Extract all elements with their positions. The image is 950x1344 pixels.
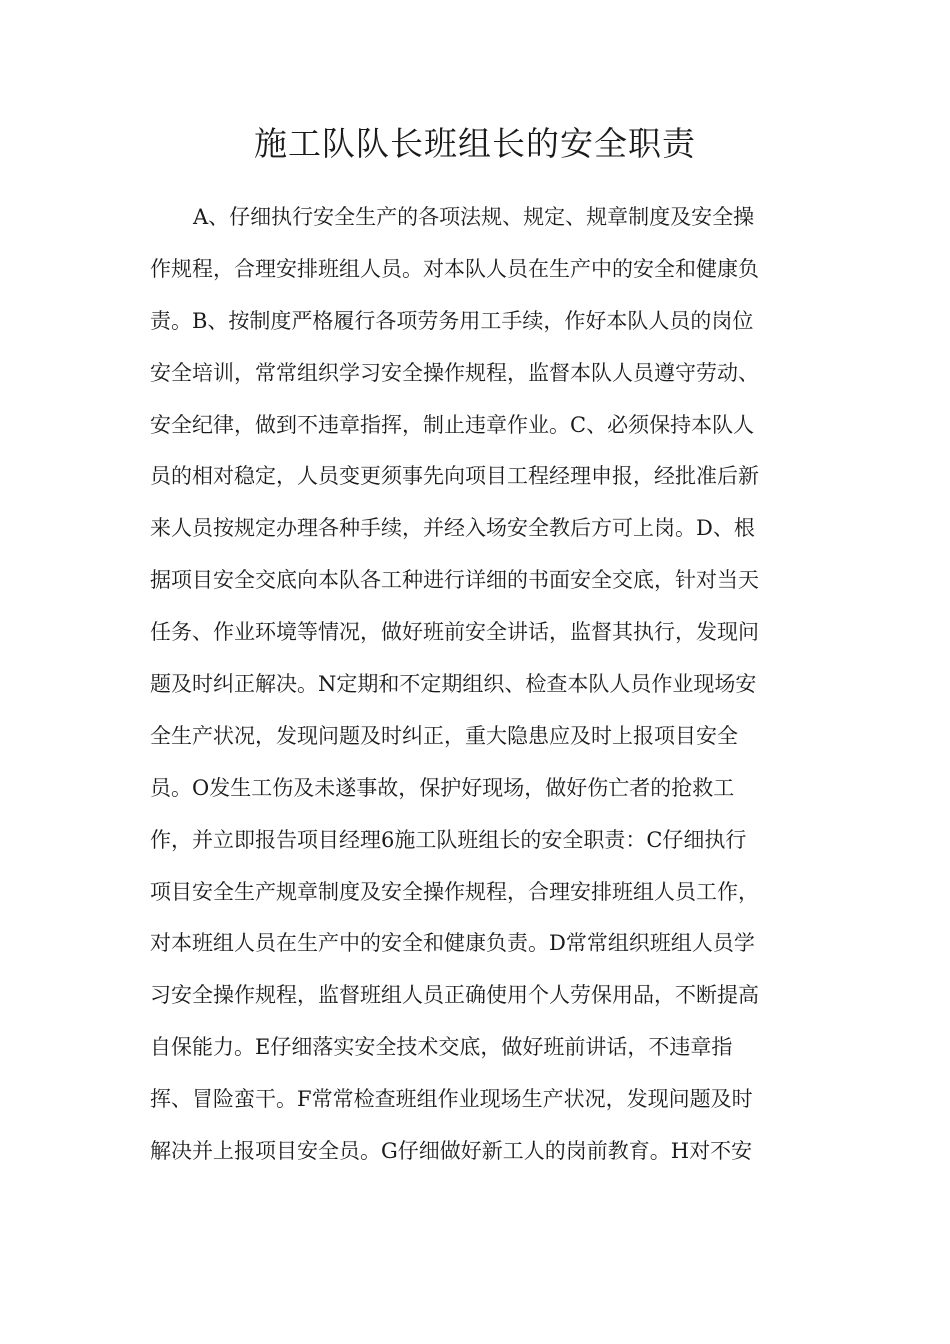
body-line: 题及时纠正解决。N定期和不定期组织、检查本队人员作业现场安 [150,672,757,697]
body-line: 项目安全生产规章制度及安全操作规程，合理安排班组人员工作， [150,879,759,904]
body-line: 员。O发生工伤及未遂事故，保护好现场，做好伤亡者的抢救工 [150,775,735,800]
body-line: 全生产状况，发现问题及时纠正，重大隐患应及时上报项目安全 [150,723,738,748]
document-title: 施工队队长班组长的安全职责 [254,124,696,163]
body-line: 来人员按规定办理各种手续，并经入场安全教后方可上岗。D、根 [150,516,755,541]
body-line: 员的相对稳定，人员变更须事先向项目工程经理申报，经批准后新 [150,464,759,489]
body-line: 作，并立即报告项目经理6施工队班组长的安全职责：C仔细执行 [150,827,747,852]
body-line: 据项目安全交底向本队各工种进行详细的书面安全交底，针对当天 [150,568,759,593]
body-line: 对本班组人员在生产中的安全和健康负责。D常常组织班组人员学 [150,931,755,956]
body-line: 安全培训，常常组织学习安全操作规程，监督本队人员遵守劳动、 [150,360,759,385]
body-line: 挥、冒险蛮干。F常常检查班组作业现场生产状况，发现问题及时 [150,1087,753,1112]
body-line: 任务、作业环境等情况，做好班前安全讲话，监督其执行，发现问 [150,620,759,645]
body-line: 习安全操作规程，监督班组人员正确使用个人劳保用品，不断提高 [150,983,759,1008]
body-line: 责。B、按制度严格履行各项劳务用工手续，作好本队人员的岗位 [150,308,754,333]
body-line: A、仔细执行安全生产的各项法规、规定、规章制度及安全操 [193,205,755,229]
body-line: 解决并上报项目安全员。G仔细做好新工人的岗前教育。H对不安 [150,1139,753,1164]
document-body [150,192,810,1178]
body-line: 自保能力。E仔细落实安全技术交底，做好班前讲话，不违章指 [150,1035,733,1060]
body-line: 作规程，合理安排班组人员。对本队人员在生产中的安全和健康负 [150,256,759,281]
body-line: 安全纪律，做到不违章指挥，制止违章作业。C、必须保持本队人 [150,412,755,437]
